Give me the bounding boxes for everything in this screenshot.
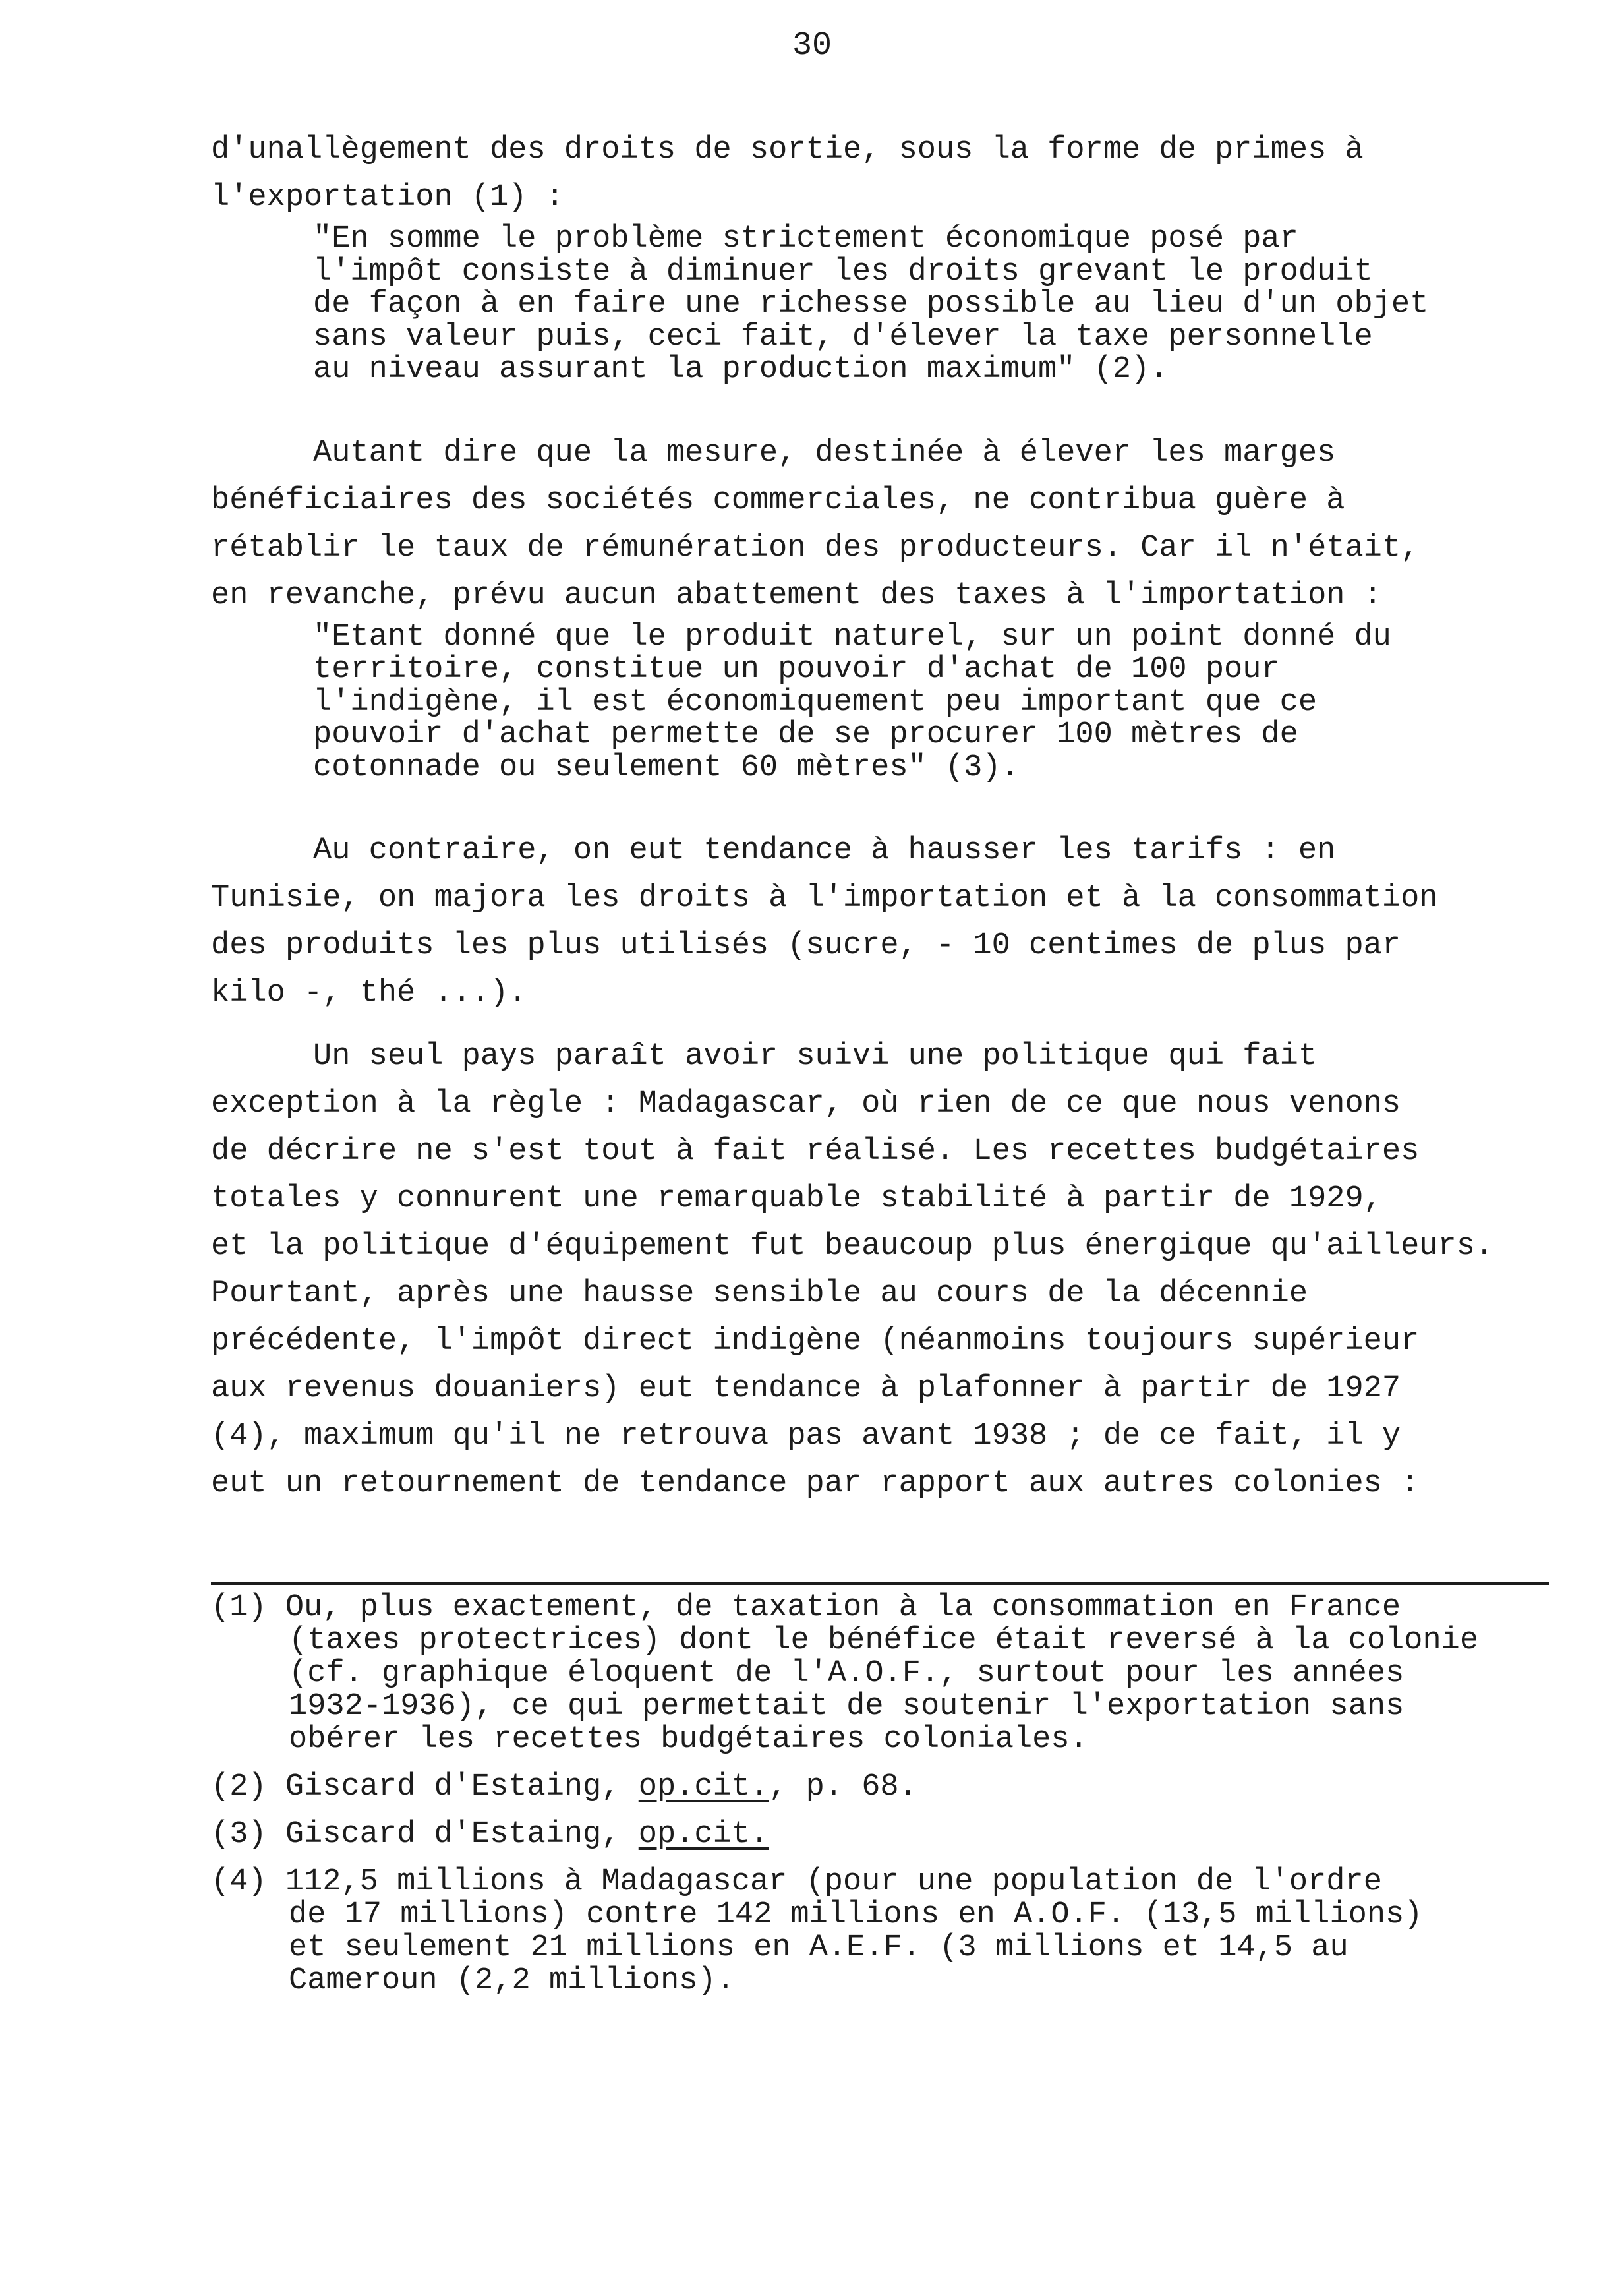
text-line: Tunisie, on majora les droits à l'importation et à la consommation: [211, 881, 1438, 916]
footnote-first-line: [211, 1591, 1615, 1624]
footnote-text: 112,5 millions à Madagascar (pour une population de l'ordre: [285, 1864, 1382, 1899]
footnote-1: [211, 1591, 1615, 1756]
footnotes: [211, 1591, 1615, 2012]
footnote-author: Giscard d'Estaing,: [285, 1817, 620, 1852]
text-line: l'exportation (1) :: [211, 180, 564, 215]
text-line: eut un retournement de tendance par rapport aux autres colonies :: [211, 1466, 1420, 1501]
footnote-first-line: [211, 1866, 1615, 1899]
quote-line: au niveau assurant la production maximum" (2).: [313, 352, 1169, 387]
text-line: Au contraire, on eut tendance à hausser les tarifs : en: [313, 833, 1336, 868]
quote-line: pouvoir d'achat permette de se procurer 100 mètres de: [313, 717, 1298, 752]
footnote-separator: [211, 1582, 1549, 1585]
text-line: précédente, l'impôt direct indigène (néanmoins toujours supérieur: [211, 1324, 1420, 1359]
footnote-line: et seulement 21 millions en A.E.F. (3 millions et 14,5 au: [289, 1930, 1348, 1965]
footnote-page: , p. 68.: [768, 1769, 917, 1804]
block-quote: [313, 223, 1615, 386]
quote-line: de façon à en faire une richesse possible au lieu d'un objet: [313, 287, 1429, 322]
quote-line: territoire, constitue un pouvoir d'achat de 100 pour: [313, 652, 1280, 687]
page-number: 30: [792, 27, 832, 65]
text-line: des produits les plus utilisés (sucre, - 10 centimes de plus par: [211, 928, 1401, 963]
text-line: exception à la règle : Madagascar, où rien de ce que nous venons: [211, 1086, 1401, 1121]
text-line: d'unallègement des droits de sortie, sous la forme de primes à: [211, 133, 1364, 167]
text-line: (4), maximum qu'il ne retrouva pas avant 1938 ; de ce fait, il y: [211, 1419, 1401, 1454]
footnote-line: (taxes protectrices) dont le bénéfice était reversé à la colonie: [289, 1623, 1479, 1658]
body-text: [211, 127, 1615, 1508]
footnote-marker: (4): [211, 1864, 267, 1899]
text-line: aux revenus douaniers) eut tendance à plafonner à partir de 1927: [211, 1371, 1401, 1406]
footnote-marker: (2): [211, 1769, 267, 1804]
footnote-marker: (3): [211, 1817, 267, 1852]
footnote-2: [211, 1771, 1615, 1804]
text-line: Un seul pays paraît avoir suivi une politique qui fait: [313, 1039, 1318, 1074]
text-line: rétablir le taux de rémunération des producteurs. Car il n'était,: [211, 530, 1420, 566]
footnote-text: Ou, plus exactement, de taxation à la consommation en France: [285, 1590, 1401, 1625]
paragraph: [211, 827, 1615, 1017]
paragraph: [211, 1033, 1615, 1508]
footnote-reference: op.cit.: [638, 1769, 769, 1804]
text-line: kilo -, thé ...).: [211, 976, 527, 1011]
quote-line: "En somme le problème strictement économique posé par: [313, 222, 1298, 256]
text-line: Autant dire que la mesure, destinée à élever les marges: [313, 435, 1336, 471]
quote-line: cotonnade ou seulement 60 mètres" (3).: [313, 750, 1020, 785]
footnote-line: Cameroun (2,2 millions).: [289, 1963, 735, 1998]
quote-line: l'impôt consiste à diminuer les droits grevant le produit: [313, 254, 1373, 289]
quote-line: l'indigène, il est économiquement peu important que ce: [313, 684, 1318, 720]
footnote-line: 1932-1936), ce qui permettait de soutenir l'exportation sans: [289, 1689, 1405, 1724]
text-line: de décrire ne s'est tout à fait réalisé. Les recettes budgétaires: [211, 1134, 1420, 1169]
footnote-marker: (1): [211, 1590, 267, 1625]
footnote-line: de 17 millions) contre 142 millions en A.O.F. (13,5 millions): [289, 1897, 1423, 1932]
footnote-line: (cf. graphique éloquent de l'A.O.F., surtout pour les années: [289, 1656, 1405, 1691]
paragraph: [211, 127, 1615, 222]
footnote-first-line: [211, 1771, 1615, 1804]
text-line: Pourtant, après une hausse sensible au cours de la décennie: [211, 1276, 1308, 1311]
footnote-line: obérer les recettes budgétaires coloniales.: [289, 1722, 1088, 1757]
quote-line: sans valeur puis, ceci fait, d'élever la taxe personnelle: [313, 319, 1373, 355]
footnote-author: Giscard d'Estaing,: [285, 1769, 620, 1804]
text-line: bénéficiaires des sociétés commerciales, ne contribua guère à: [211, 483, 1345, 518]
footnote-3: [211, 1818, 1615, 1851]
footnote-first-line: [211, 1818, 1615, 1851]
quote-line: "Etant donné que le produit naturel, sur un point donné du: [313, 619, 1391, 655]
text-line: totales y connurent une remarquable stabilité à partir de 1929,: [211, 1181, 1382, 1216]
text-line: en revanche, prévu aucun abattement des taxes à l'importation :: [211, 578, 1382, 613]
text-line: et la politique d'équipement fut beaucoup plus énergique qu'ailleurs.: [211, 1229, 1494, 1264]
footnote-4: [211, 1866, 1615, 1998]
paragraph: [211, 430, 1615, 620]
footnote-reference: op.cit.: [638, 1817, 769, 1852]
block-quote: [313, 621, 1615, 785]
